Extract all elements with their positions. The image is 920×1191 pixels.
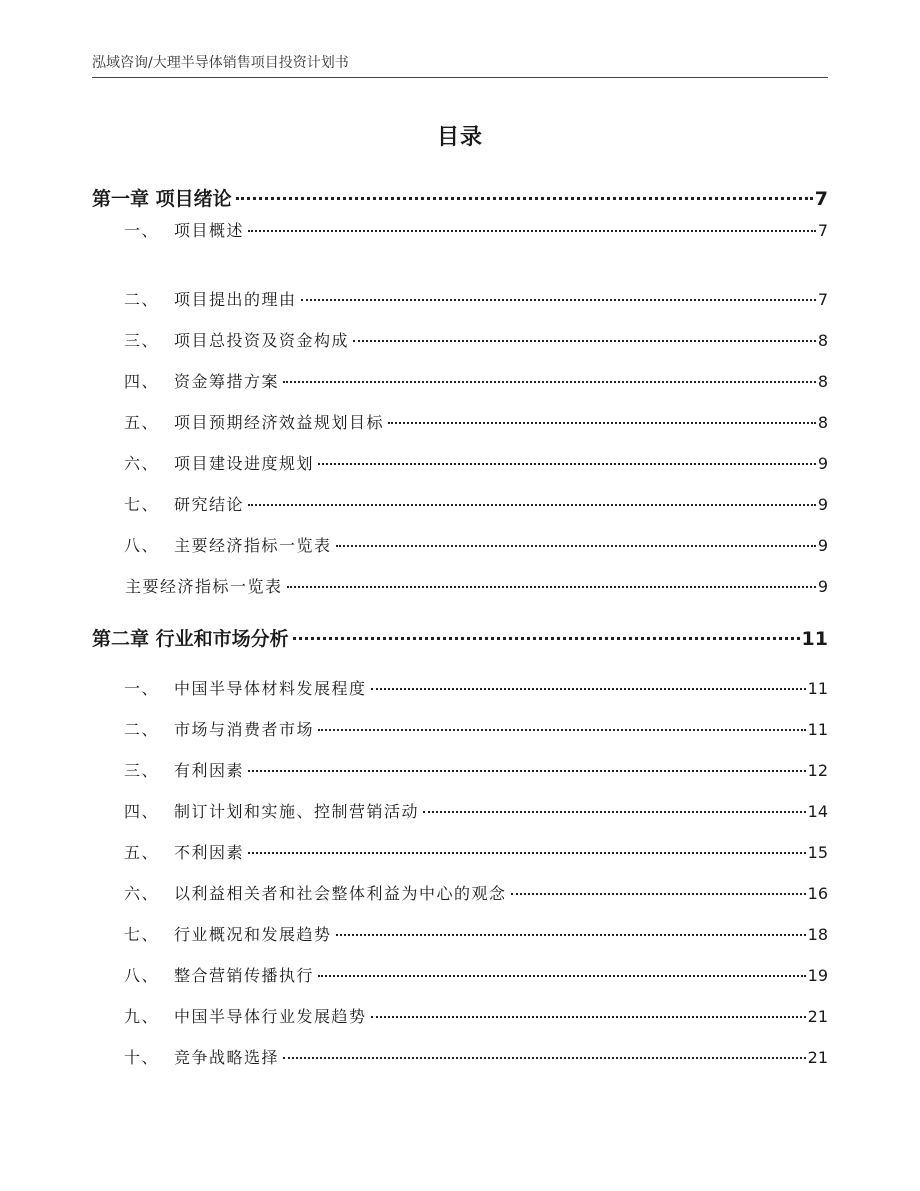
toc-leader-dots — [318, 729, 806, 731]
toc-entry[interactable] — [92, 881, 828, 904]
toc-entry-number: 三、 — [124, 331, 160, 350]
toc-entry-number: 一、 — [124, 679, 160, 698]
toc-entry-label: 制订计划和实施、控制营销活动 — [174, 802, 420, 821]
toc-entry-page: 12 — [807, 761, 828, 780]
toc-leader-dots — [318, 975, 806, 977]
toc-entry-number: 十、 — [124, 1048, 160, 1067]
toc-leader-dots — [336, 934, 806, 936]
toc-entry-page: 7 — [814, 188, 828, 210]
toc-leader-dots — [353, 340, 816, 342]
toc-entry[interactable] — [92, 574, 828, 597]
toc-entry-label: 主要经济指标一览表 — [125, 577, 283, 596]
toc-entry-page: 19 — [807, 966, 828, 985]
toc-entry[interactable] — [92, 533, 828, 556]
toc-leader-dots — [248, 770, 806, 772]
toc-entry-number: 二、 — [124, 290, 160, 309]
toc-entry-page: 11 — [807, 720, 828, 739]
toc-entry[interactable] — [92, 717, 828, 740]
header-divider — [92, 77, 828, 78]
toc-leader-dots — [283, 381, 816, 383]
running-header: 泓域咨询/大理半导体销售项目投资计划书 — [92, 55, 349, 71]
toc-leader-dots — [301, 299, 816, 301]
toc-entry-number: 四、 — [124, 802, 160, 821]
toc-entry-page: 14 — [807, 802, 828, 821]
toc-leader-dots — [371, 688, 806, 690]
toc-leader-dots — [283, 1057, 806, 1059]
toc-entry-page: 8 — [817, 413, 828, 432]
toc-entry[interactable] — [92, 799, 828, 822]
toc-entry[interactable] — [92, 1045, 828, 1068]
toc-entry[interactable] — [92, 492, 828, 515]
toc-leader-dots — [388, 422, 816, 424]
toc-entry-label: 整合营销传播执行 — [174, 966, 315, 985]
toc-entry-page: 9 — [817, 495, 828, 514]
toc-entry-label: 不利因素 — [174, 843, 245, 862]
toc-entry-page: 18 — [807, 925, 828, 944]
toc-entry-number: 五、 — [124, 843, 160, 862]
toc-entry-number: 二、 — [124, 720, 160, 739]
toc-title: 目录 — [436, 125, 483, 150]
toc-entry-label: 项目建设进度规划 — [174, 454, 315, 473]
toc-entry-chapter-1[interactable] — [92, 184, 828, 211]
toc-entry-label: 中国半导体行业发展趋势 — [174, 1007, 367, 1026]
toc-leader-dots — [423, 811, 806, 813]
toc-entry-number: 八、 — [124, 536, 160, 555]
toc-entry-number: 五、 — [124, 413, 160, 432]
toc-leader-dots — [511, 893, 806, 895]
toc-entry-label: 行业概况和发展趋势 — [174, 925, 332, 944]
toc-entry-label: 中国半导体材料发展程度 — [174, 679, 367, 698]
toc-entry-label: 项目预期经济效益规划目标 — [174, 413, 385, 432]
toc-entry-page: 16 — [807, 884, 828, 903]
toc-entry-number: 一、 — [124, 221, 160, 240]
toc-entry-label: 项目概述 — [174, 221, 245, 240]
toc-entry-label: 主要经济指标一览表 — [174, 536, 332, 555]
toc-entry-chapter-2[interactable] — [92, 624, 828, 651]
toc-entry-label: 资金筹措方案 — [174, 372, 280, 391]
toc-entry-page: 11 — [807, 679, 828, 698]
toc-entry-label: 项目总投资及资金构成 — [174, 331, 350, 350]
toc-entry[interactable] — [92, 369, 828, 392]
toc-entry[interactable] — [92, 922, 828, 945]
toc-entry-label: 竞争战略选择 — [174, 1048, 280, 1067]
toc-entry[interactable] — [92, 840, 828, 863]
toc-entry-label: 有利因素 — [174, 761, 245, 780]
toc-leader-dots — [248, 852, 806, 854]
toc-entry[interactable] — [92, 758, 828, 781]
toc-entry-label: 项目提出的理由 — [174, 290, 297, 309]
toc-entry-number: 七、 — [124, 925, 160, 944]
toc-entry-label: 第一章 项目绪论 — [92, 188, 232, 210]
toc-leader-dots — [336, 545, 816, 547]
toc-leader-dots — [318, 463, 816, 465]
toc-entry[interactable] — [92, 218, 828, 241]
toc-entry-page: 21 — [807, 1007, 828, 1026]
toc-entry-page: 7 — [817, 221, 828, 240]
toc-entry-number: 四、 — [124, 372, 160, 391]
toc-entry-label: 第二章 行业和市场分析 — [92, 628, 289, 650]
toc-entry-label: 市场与消费者市场 — [174, 720, 315, 739]
toc-entry[interactable] — [92, 287, 828, 310]
toc-entry-number: 七、 — [124, 495, 160, 514]
toc-leader-dots — [287, 586, 816, 588]
toc-entry[interactable] — [92, 676, 828, 699]
toc-leader-dots — [248, 504, 816, 506]
toc-entry-page: 8 — [817, 372, 828, 391]
toc-entry-page: 9 — [817, 577, 828, 596]
toc-entry-number: 三、 — [124, 761, 160, 780]
toc-leader-dots — [371, 1016, 806, 1018]
toc-entry[interactable] — [92, 451, 828, 474]
toc-entry-page: 9 — [817, 536, 828, 555]
toc-entry-page: 8 — [817, 331, 828, 350]
toc-entry-label: 研究结论 — [174, 495, 245, 514]
toc-leader-dots — [293, 637, 800, 640]
toc-entry[interactable] — [92, 1004, 828, 1027]
toc-entry-number: 六、 — [124, 884, 160, 903]
toc-entry-page: 9 — [817, 454, 828, 473]
toc-entry-page: 11 — [801, 628, 828, 650]
toc-entry[interactable] — [92, 410, 828, 433]
toc-entry-page: 21 — [807, 1048, 828, 1067]
toc-entry-label: 以利益相关者和社会整体利益为中心的观念 — [174, 884, 507, 903]
toc-leader-dots — [236, 197, 813, 200]
toc-entry-number: 六、 — [124, 454, 160, 473]
toc-entry-number: 八、 — [124, 966, 160, 985]
toc-entry-page: 7 — [817, 290, 828, 309]
toc-entry[interactable] — [92, 963, 828, 986]
toc-leader-dots — [248, 230, 816, 232]
toc-entry-number: 九、 — [124, 1007, 160, 1026]
toc-entry[interactable] — [92, 328, 828, 351]
toc-entry-page: 15 — [807, 843, 828, 862]
